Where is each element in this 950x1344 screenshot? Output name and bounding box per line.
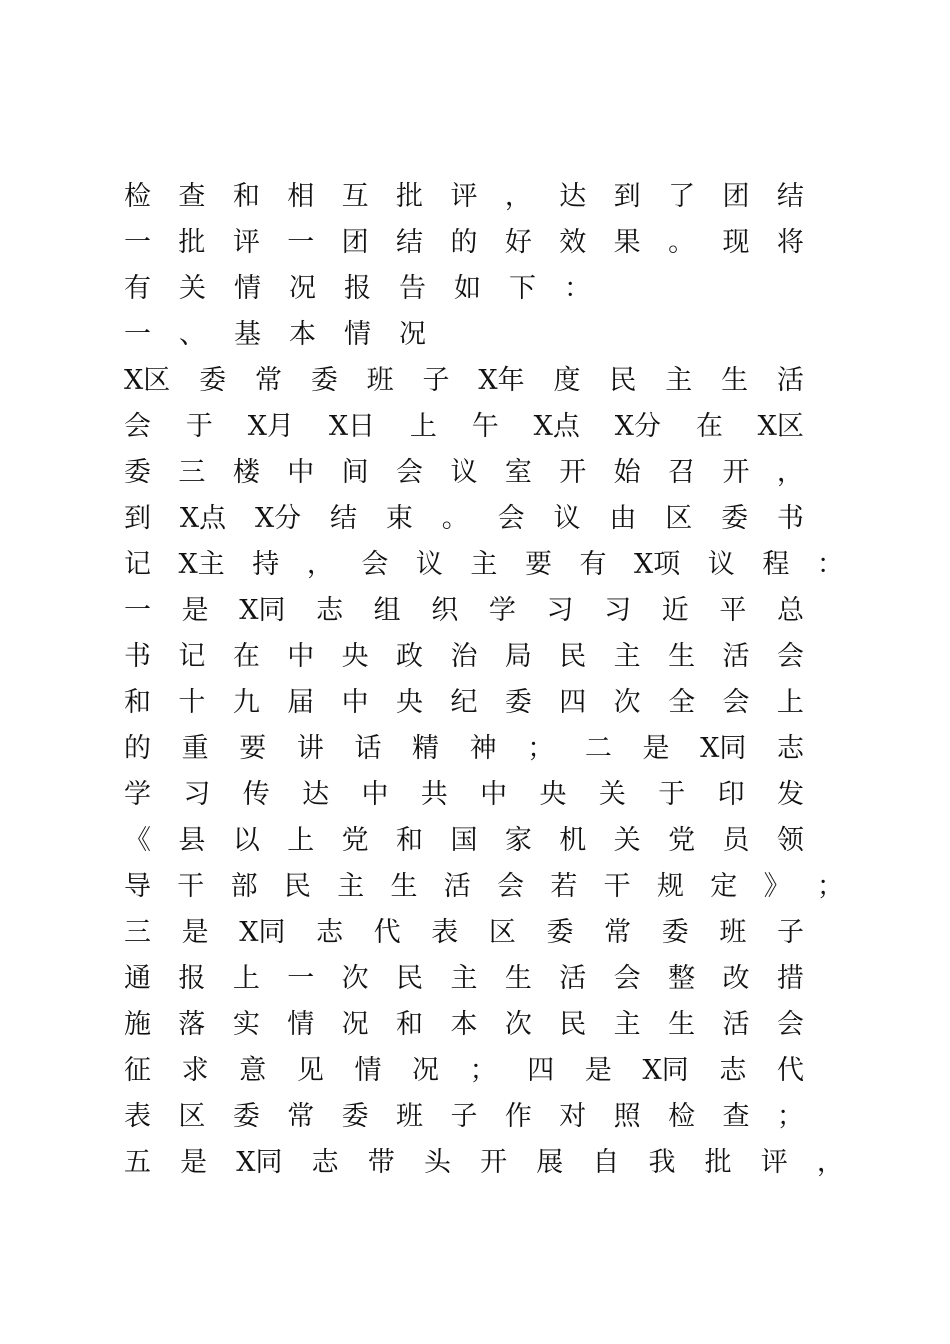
text-char: 央: [396, 686, 424, 718]
text-char: 是: [181, 916, 209, 948]
text-char: 委: [721, 502, 749, 534]
text-char: 落: [178, 1008, 206, 1040]
text-char: 况: [399, 318, 426, 350]
text-char: 本: [289, 318, 316, 350]
text-char: 于: [185, 410, 213, 442]
text-char: 委: [546, 916, 574, 948]
text-char: 班: [366, 364, 394, 396]
text-char: 开: [559, 456, 587, 488]
text-char: 对: [559, 1100, 587, 1132]
text-char: 下: [509, 272, 536, 304]
text-char: 民: [559, 640, 587, 672]
text-char: 求: [181, 1054, 209, 1086]
text-line: [124, 492, 804, 538]
text-char: 主: [450, 962, 478, 994]
text-char: 告: [399, 272, 426, 304]
text-char: 常: [287, 1100, 315, 1132]
text-char: 到: [124, 502, 151, 534]
text-char: ，: [816, 1146, 844, 1178]
text-char: 传: [242, 778, 270, 810]
text-char: 达: [302, 778, 330, 810]
text-char: ；: [469, 1054, 497, 1086]
text-char: 评: [232, 226, 260, 258]
text-char: 室: [504, 456, 532, 488]
text-char: 组: [373, 594, 401, 626]
text-char: 整: [668, 962, 696, 994]
text-char: X分: [614, 410, 661, 442]
text-char: ；: [816, 870, 844, 902]
text-char: 活: [443, 870, 471, 902]
text-char: 效: [559, 226, 587, 258]
text-char: 学: [124, 778, 151, 810]
text-char: 查: [178, 180, 206, 212]
text-char: 情: [287, 1008, 315, 1040]
text-char: 讲: [296, 732, 324, 764]
text-char: 记: [178, 640, 206, 672]
text-char: 现: [722, 226, 750, 258]
text-char: 四: [559, 686, 587, 718]
text-char: 以: [232, 824, 260, 856]
text-char: 结: [776, 180, 804, 212]
text-char: 三: [124, 916, 151, 948]
text-char: 三: [178, 456, 206, 488]
text-char: 开: [480, 1146, 508, 1178]
text-char: 员: [722, 824, 750, 856]
text-char: 委: [504, 686, 532, 718]
text-char: 一: [287, 226, 315, 258]
text-char: 委: [310, 364, 338, 396]
text-char: 届: [287, 686, 315, 718]
text-char: X区: [124, 364, 171, 396]
text-char: 见: [296, 1054, 324, 1086]
text-char: 中: [480, 778, 508, 810]
text-char: 五: [124, 1146, 151, 1178]
text-line: [124, 1044, 804, 1090]
text-char: 一: [287, 962, 315, 994]
text-char: 会: [776, 640, 804, 672]
text-char: 政: [396, 640, 424, 672]
text-char: 央: [341, 640, 369, 672]
text-char: 会: [497, 870, 525, 902]
text-char: 民: [609, 364, 637, 396]
text-char: 活: [559, 962, 587, 994]
text-char: 。: [441, 502, 469, 534]
text-char: 代: [776, 1054, 804, 1086]
text-char: 习: [604, 594, 632, 626]
text-char: 次: [504, 1008, 532, 1040]
text-char: 全: [668, 686, 696, 718]
text-char: 征: [124, 1054, 151, 1086]
text-char: 干: [603, 870, 631, 902]
text-char: 将: [776, 226, 804, 258]
text-char: ，: [776, 456, 804, 488]
text-line: [124, 860, 844, 906]
text-char: 了: [668, 180, 696, 212]
text-char: 子: [450, 1100, 478, 1132]
text-char: 检: [668, 1100, 696, 1132]
text-char: 是: [180, 1146, 208, 1178]
text-char: 本: [450, 1008, 478, 1040]
text-char: 精: [412, 732, 440, 764]
text-char: 发: [776, 778, 804, 810]
text-char: 重: [181, 732, 209, 764]
text-char: 平: [719, 594, 747, 626]
text-char: 志: [719, 1054, 747, 1086]
text-char: 查: [722, 1100, 750, 1132]
text-char: 主: [613, 640, 641, 672]
text-char: 区: [665, 502, 693, 534]
text-char: 生: [668, 1008, 696, 1040]
text-char: 部: [230, 870, 258, 902]
text-char: 议: [415, 548, 443, 580]
text-char: 的: [450, 226, 478, 258]
text-char: 二: [584, 732, 612, 764]
text-char: 书: [124, 640, 151, 672]
text-char: 央: [539, 778, 567, 810]
text-char: 情: [234, 272, 261, 304]
text-char: 班: [719, 916, 747, 948]
text-char: 生: [504, 962, 532, 994]
text-char: 定: [710, 870, 738, 902]
text-line: [124, 400, 804, 446]
text-char: 会: [361, 548, 389, 580]
text-char: ；: [527, 732, 555, 764]
text-char: 活: [722, 640, 750, 672]
text-char: 织: [431, 594, 459, 626]
text-char: 区: [178, 1100, 206, 1132]
text-char: 要: [524, 548, 552, 580]
text-char: 在: [232, 640, 260, 672]
text-line: [124, 216, 804, 262]
text-line: [124, 1090, 804, 1136]
text-char: 机: [559, 824, 587, 856]
text-char: 近: [661, 594, 689, 626]
text-char: 民: [283, 870, 311, 902]
text-char: 领: [776, 824, 804, 856]
text-char: 主: [665, 364, 693, 396]
text-char: 和: [124, 686, 151, 718]
text-char: 会: [497, 502, 525, 534]
text-char: 照: [613, 1100, 641, 1132]
text-char: 会: [613, 962, 641, 994]
text-char: 印: [717, 778, 745, 810]
text-char: 。: [668, 226, 696, 258]
text-line: [124, 262, 844, 308]
text-char: 有: [579, 548, 607, 580]
text-char: 带: [367, 1146, 395, 1178]
text-char: 表: [124, 1100, 151, 1132]
text-char: X区: [757, 410, 804, 442]
text-char: 生: [721, 364, 749, 396]
text-char: 一: [124, 594, 151, 626]
text-char: 话: [354, 732, 382, 764]
text-line: [124, 998, 804, 1044]
text-char: ，: [504, 180, 532, 212]
text-char: 表: [431, 916, 459, 948]
text-char: 主: [337, 870, 365, 902]
text-char: 结: [330, 502, 358, 534]
text-char: 是: [584, 1054, 612, 1086]
text-char: 活: [776, 364, 804, 396]
text-char: 中: [341, 686, 369, 718]
text-line: [124, 952, 804, 998]
text-line: [124, 768, 804, 814]
text-char: 果: [613, 226, 641, 258]
text-char: 代: [373, 916, 401, 948]
text-char: X月: [247, 410, 294, 442]
text-char: 上: [776, 686, 804, 718]
text-char: 书: [776, 502, 804, 534]
text-char: 束: [385, 502, 413, 534]
text-char: X项: [634, 548, 681, 580]
text-char: 互: [341, 180, 369, 212]
text-char: ，: [306, 548, 334, 580]
text-char: X同: [642, 1054, 689, 1086]
text-char: 开: [722, 456, 750, 488]
text-char: 始: [613, 456, 641, 488]
text-char: 干: [177, 870, 205, 902]
text-char: 批: [396, 180, 424, 212]
text-char: 神: [469, 732, 497, 764]
text-char: 议: [707, 548, 735, 580]
text-char: 是: [181, 594, 209, 626]
text-char: 意: [239, 1054, 267, 1086]
text-char: 由: [609, 502, 637, 534]
text-char: 通: [124, 962, 151, 994]
text-char: 志: [316, 916, 344, 948]
text-line: [124, 584, 804, 630]
text-char: 志: [776, 732, 804, 764]
text-char: 批: [178, 226, 206, 258]
text-char: 程: [762, 548, 790, 580]
text-line: [124, 308, 844, 354]
text-char: 基: [234, 318, 261, 350]
text-line: [124, 354, 804, 400]
text-char: 要: [239, 732, 267, 764]
text-char: 评: [450, 180, 478, 212]
text-char: 志: [316, 594, 344, 626]
text-char: 委: [661, 916, 689, 948]
text-char: 上: [409, 410, 437, 442]
text-char: 关: [613, 824, 641, 856]
text-char: 团: [722, 180, 750, 212]
text-char: X主: [178, 548, 225, 580]
text-char: 好: [504, 226, 532, 258]
text-char: ：: [816, 548, 844, 580]
text-char: 导: [124, 870, 151, 902]
text-char: 生: [390, 870, 418, 902]
text-line: [124, 906, 804, 952]
text-char: X分: [254, 502, 302, 534]
text-char: 会: [124, 410, 151, 442]
text-char: X同: [700, 732, 747, 764]
text-char: 次: [341, 962, 369, 994]
text-char: 我: [648, 1146, 676, 1178]
text-char: 关: [598, 778, 626, 810]
text-char: 一: [124, 226, 151, 258]
text-char: 县: [178, 824, 206, 856]
text-char: 和: [396, 1008, 424, 1040]
text-char: 报: [178, 962, 206, 994]
text-char: ：: [564, 272, 591, 304]
text-char: 达: [559, 180, 587, 212]
text-char: 四: [527, 1054, 555, 1086]
text-char: 总: [776, 594, 804, 626]
text-char: 记: [124, 548, 151, 580]
text-char: 》: [763, 870, 791, 902]
text-char: 报: [344, 272, 371, 304]
text-char: 议: [450, 456, 478, 488]
text-char: 志: [311, 1146, 339, 1178]
text-char: 有: [124, 272, 151, 304]
text-line: [124, 170, 804, 216]
text-char: X点: [179, 502, 227, 534]
text-char: 民: [396, 962, 424, 994]
text-line: [124, 814, 804, 860]
text-char: 常: [254, 364, 282, 396]
text-char: 楼: [232, 456, 260, 488]
text-char: 党: [668, 824, 696, 856]
text-char: 检: [124, 180, 151, 212]
text-char: 《: [124, 824, 151, 856]
text-char: 实: [232, 1008, 260, 1040]
text-line: [124, 446, 804, 492]
text-char: 到: [613, 180, 641, 212]
text-char: 共: [420, 778, 448, 810]
text-char: 情: [354, 1054, 382, 1086]
text-char: 在: [695, 410, 723, 442]
text-char: 活: [722, 1008, 750, 1040]
text-char: 结: [396, 226, 424, 258]
text-char: X日: [328, 410, 376, 442]
text-char: 中: [287, 640, 315, 672]
text-char: 主: [613, 1008, 641, 1040]
text-char: 措: [776, 962, 804, 994]
text-char: 召: [668, 456, 696, 488]
text-char: 议: [553, 502, 581, 534]
text-char: 上: [232, 962, 260, 994]
text-line: [124, 1136, 844, 1182]
text-char: 上: [287, 824, 315, 856]
text-char: 九: [232, 686, 260, 718]
text-char: 国: [450, 824, 478, 856]
text-char: 纪: [450, 686, 478, 718]
text-char: 度: [553, 364, 581, 396]
text-char: 规: [656, 870, 684, 902]
text-char: 党: [341, 824, 369, 856]
text-line: [124, 676, 804, 722]
text-char: 若: [550, 870, 578, 902]
body-text: [124, 170, 844, 1182]
text-char: 区: [488, 916, 516, 948]
text-char: 委: [199, 364, 227, 396]
text-char: 民: [559, 1008, 587, 1040]
text-char: 展: [536, 1146, 564, 1178]
text-char: 学: [488, 594, 516, 626]
text-char: 会: [396, 456, 424, 488]
text-char: 评: [760, 1146, 788, 1178]
text-char: 关: [179, 272, 206, 304]
text-char: 委: [341, 1100, 369, 1132]
text-char: 习: [183, 778, 211, 810]
text-char: 情: [344, 318, 371, 350]
text-char: 自: [592, 1146, 620, 1178]
text-char: 是: [642, 732, 670, 764]
text-char: 和: [232, 180, 260, 212]
text-char: 委: [232, 1100, 260, 1132]
text-line: [124, 538, 844, 584]
text-char: X年: [478, 364, 525, 396]
text-char: 头: [423, 1146, 451, 1178]
text-char: 中: [287, 456, 315, 488]
text-char: 团: [341, 226, 369, 258]
text-char: 一: [124, 318, 151, 350]
text-char: 会: [776, 1008, 804, 1040]
text-char: ；: [776, 1100, 804, 1132]
text-char: 主: [470, 548, 498, 580]
text-line: [124, 722, 804, 768]
text-char: 改: [722, 962, 750, 994]
text-char: 家: [504, 824, 532, 856]
text-char: 局: [504, 640, 532, 672]
text-char: 批: [704, 1146, 732, 1178]
text-char: 子: [422, 364, 450, 396]
text-char: X同: [239, 594, 286, 626]
text-char: 会: [722, 686, 750, 718]
text-char: 子: [776, 916, 804, 948]
text-char: 间: [341, 456, 369, 488]
text-char: 施: [124, 1008, 151, 1040]
text-char: 十: [178, 686, 206, 718]
text-char: 的: [124, 732, 151, 764]
text-char: 持: [252, 548, 280, 580]
text-char: 班: [396, 1100, 424, 1132]
text-char: 次: [613, 686, 641, 718]
text-char: 况: [412, 1054, 440, 1086]
text-char: 治: [450, 640, 478, 672]
text-char: 委: [124, 456, 151, 488]
text-char: 习: [546, 594, 574, 626]
text-char: 生: [668, 640, 696, 672]
text-char: 相: [287, 180, 315, 212]
text-char: 况: [341, 1008, 369, 1040]
text-char: 和: [396, 824, 424, 856]
text-char: 中: [361, 778, 389, 810]
text-char: 午: [471, 410, 499, 442]
text-char: 、: [179, 318, 206, 350]
text-char: X同: [239, 916, 286, 948]
text-char: 于: [658, 778, 686, 810]
text-line: [124, 630, 804, 676]
text-char: 况: [289, 272, 316, 304]
text-char: X同: [236, 1146, 283, 1178]
text-char: X点: [533, 410, 580, 442]
text-char: 如: [454, 272, 481, 304]
text-char: 作: [504, 1100, 532, 1132]
text-char: 常: [604, 916, 632, 948]
